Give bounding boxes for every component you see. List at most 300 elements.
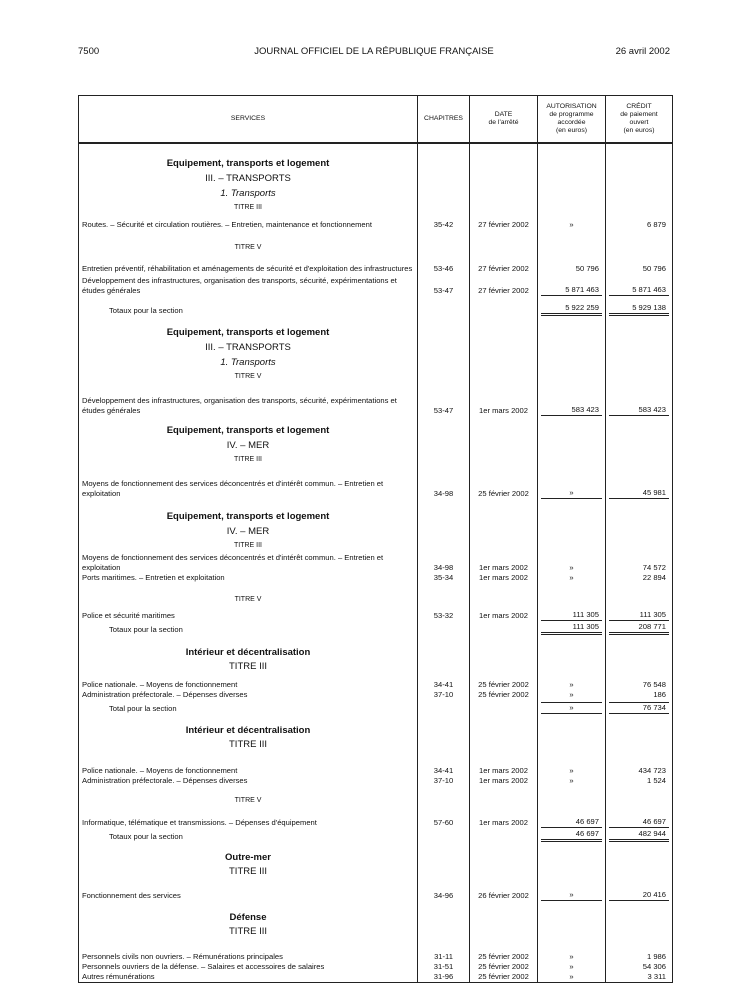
chapitre-cell (418, 184, 470, 199)
credit-value: 76 734 (609, 702, 669, 714)
chapitre-cell (418, 901, 470, 923)
date-cell (470, 416, 538, 436)
credit-value: 46 697 (609, 817, 669, 828)
autorisation-cell (538, 573, 606, 583)
service-item: Police nationale. – Moyens de fonctionnement (79, 750, 418, 776)
autorisation-cell (538, 736, 606, 750)
credit-value: 1 986 (646, 952, 666, 961)
table-row (79, 169, 673, 184)
chapitre-cell (418, 714, 470, 736)
autorisation-cell (538, 776, 606, 786)
autorisation-cell (538, 690, 606, 700)
table-row (79, 573, 673, 583)
chapitre-cell: 53-46 (418, 253, 470, 274)
chapitre-cell (418, 416, 470, 436)
chapitre-cell (418, 143, 470, 169)
section-title: Outre-mer (79, 842, 418, 863)
date-cell: 25 février 2002 (470, 672, 538, 690)
service-item: Personnels civils non ouvriers. – Rémunérations principales (79, 937, 418, 962)
autorisation-cell (538, 962, 606, 972)
credit-value: 583 423 (609, 405, 669, 416)
chapitre-cell (418, 230, 470, 253)
credit-cell (606, 436, 673, 451)
autorisation-value: » (541, 890, 602, 901)
chapitre-cell: 57-60 (418, 806, 470, 828)
date-cell (470, 736, 538, 750)
credit-cell (606, 842, 673, 863)
chapitre-cell (418, 522, 470, 537)
credit-value: 111 305 (609, 610, 669, 621)
subsection-title: TITRE III (79, 923, 418, 937)
autorisation-cell (538, 877, 606, 901)
autorisation-value: 583 423 (541, 405, 602, 416)
autorisation-cell (538, 274, 606, 296)
service-item: Administration préfectorale. – Dépenses diverses (79, 776, 418, 786)
chapter-title: 1. Transports (79, 353, 418, 368)
credit-cell (606, 776, 673, 786)
subsection-title: III. – TRANSPORTS (79, 169, 418, 184)
column-header-services: SERVICES (79, 96, 418, 144)
table-row (79, 274, 673, 296)
autorisation-cell (538, 316, 606, 338)
credit-cell (606, 901, 673, 923)
credit-cell (606, 296, 673, 316)
table-row (79, 143, 673, 169)
table-row (79, 451, 673, 465)
titre-heading: TITRE V (79, 583, 418, 605)
autorisation-value: » (569, 573, 574, 582)
column-header-credit: CRÉDIT de paiement ouvert (en euros) (606, 96, 673, 144)
autorisation-cell (538, 923, 606, 937)
chapitre-cell (418, 296, 470, 316)
credit-cell (606, 184, 673, 199)
credit-cell (606, 522, 673, 537)
autorisation-cell (538, 786, 606, 806)
chapitre-cell (418, 786, 470, 806)
chapitre-cell (418, 316, 470, 338)
table-row (79, 863, 673, 877)
date-cell (470, 786, 538, 806)
autorisation-value: » (569, 563, 574, 572)
page-number: 7500 (78, 46, 100, 57)
date-cell (470, 700, 538, 714)
autorisation-cell (538, 199, 606, 213)
table-row (79, 213, 673, 230)
credit-cell (606, 143, 673, 169)
credit-value: 74 572 (642, 563, 666, 572)
subsection-title: IV. – MER (79, 436, 418, 451)
service-item: Police nationale. – Moyens de fonctionnement (79, 672, 418, 690)
autorisation-cell (538, 672, 606, 690)
date-cell: 1er mars 2002 (470, 573, 538, 583)
chapitre-cell (418, 863, 470, 877)
chapitre-cell (418, 368, 470, 382)
date-cell (470, 338, 538, 353)
credit-cell (606, 736, 673, 750)
section-title: Equipement, transports et logement (79, 316, 418, 338)
credit-cell (606, 672, 673, 690)
table-row (79, 537, 673, 551)
table-row (79, 368, 673, 382)
autorisation-cell (538, 353, 606, 368)
autorisation-value: » (569, 962, 574, 971)
autorisation-value: » (569, 952, 574, 961)
section-title: Equipement, transports et logement (79, 499, 418, 522)
date-cell: 26 février 2002 (470, 877, 538, 901)
date-cell (470, 522, 538, 537)
chapitre-cell (418, 353, 470, 368)
date-cell: 1er mars 2002 (470, 605, 538, 621)
chapitre-cell (418, 451, 470, 465)
credit-cell (606, 937, 673, 962)
date-cell: 27 février 2002 (470, 274, 538, 296)
credit-value: 482 944 (609, 829, 669, 842)
autorisation-cell (538, 499, 606, 522)
table-row (79, 786, 673, 806)
credit-value: 208 771 (609, 622, 669, 635)
subsection-title: TITRE III (79, 736, 418, 750)
chapitre-cell (418, 436, 470, 451)
chapitre-cell (418, 199, 470, 213)
chapitre-cell: 34-41 (418, 750, 470, 776)
autorisation-value: » (569, 766, 574, 775)
credit-cell (606, 169, 673, 184)
titre-heading: TITRE V (79, 786, 418, 806)
table-row (79, 672, 673, 690)
date-cell (470, 537, 538, 551)
table-row (79, 230, 673, 253)
section-title: Equipement, transports et logement (79, 416, 418, 436)
credit-value: 20 416 (609, 890, 669, 901)
chapitre-cell (418, 658, 470, 672)
table-row (79, 806, 673, 828)
table-row (79, 828, 673, 842)
service-item: Moyens de fonctionnement des services déconcentrés et d'intérêt commun. – Entretien et exploitation (79, 551, 418, 573)
date-cell (470, 621, 538, 635)
service-item: Personnels ouvriers de la défense. – Salaires et accessoires de salaires (79, 962, 418, 972)
credit-cell (606, 465, 673, 499)
autorisation-cell (538, 750, 606, 776)
credit-cell (606, 923, 673, 937)
service-item: Développement des infrastructures, organisation des transports, sécurité, expérimentations et études générales (79, 382, 418, 416)
credit-value: 5 871 463 (609, 285, 669, 296)
credit-cell (606, 316, 673, 338)
autorisation-value: 5 871 463 (541, 285, 602, 296)
date-cell (470, 901, 538, 923)
titre-heading: TITRE III (79, 451, 418, 465)
credit-value: 22 894 (642, 573, 666, 582)
chapitre-cell (418, 700, 470, 714)
table-row (79, 199, 673, 213)
table-row (79, 551, 673, 573)
chapter-title: 1. Transports (79, 184, 418, 199)
credit-cell (606, 658, 673, 672)
column-header-date: DATE de l'arrêté (470, 96, 538, 144)
table-row (79, 296, 673, 316)
table-row (79, 901, 673, 923)
service-item: Routes. – Sécurité et circulation routières. – Entretien, maintenance et fonctionnement (79, 213, 418, 230)
autorisation-cell (538, 522, 606, 537)
date-cell: 1er mars 2002 (470, 382, 538, 416)
chapitre-cell (418, 621, 470, 635)
date-cell (470, 828, 538, 842)
service-item: Autres rémunérations (79, 972, 418, 983)
chapitre-cell: 34-98 (418, 551, 470, 573)
credit-cell (606, 573, 673, 583)
table-row (79, 382, 673, 416)
autorisation-cell (538, 537, 606, 551)
autorisation-cell (538, 551, 606, 573)
autorisation-value: » (569, 776, 574, 785)
date-cell (470, 169, 538, 184)
table-row (79, 972, 673, 983)
autorisation-value: 5 922 259 (541, 303, 602, 316)
section-total: Totaux pour la section (79, 296, 418, 316)
service-item: Entretien préventif, réhabilitation et aménagements de sécurité et d'exploitation des infrastructures (79, 253, 418, 274)
service-item: Administration préfectorale. – Dépenses diverses (79, 690, 418, 700)
credit-value: 434 723 (638, 766, 666, 775)
table-row (79, 714, 673, 736)
titre-heading: TITRE V (79, 368, 418, 382)
subsection-title: III. – TRANSPORTS (79, 338, 418, 353)
credit-cell (606, 583, 673, 605)
date-cell: 1er mars 2002 (470, 776, 538, 786)
section-total: Totaux pour la section (79, 828, 418, 842)
table-row (79, 923, 673, 937)
autorisation-value: 50 796 (575, 264, 599, 273)
date-cell: 27 février 2002 (470, 253, 538, 274)
date-cell (470, 199, 538, 213)
table-row (79, 658, 673, 672)
service-item: Police et sécurité maritimes (79, 605, 418, 621)
subsection-title: IV. – MER (79, 522, 418, 537)
credit-cell (606, 213, 673, 230)
autorisation-cell (538, 416, 606, 436)
credit-cell (606, 537, 673, 551)
date-cell (470, 714, 538, 736)
table-row (79, 416, 673, 436)
chapitre-cell: 34-98 (418, 465, 470, 499)
chapitre-cell (418, 736, 470, 750)
date-cell (470, 923, 538, 937)
autorisation-cell (538, 901, 606, 923)
table-row (79, 700, 673, 714)
section-title: Equipement, transports et logement (79, 143, 418, 169)
date-cell (470, 451, 538, 465)
autorisation-cell (538, 368, 606, 382)
credit-cell (606, 714, 673, 736)
autorisation-cell (538, 253, 606, 274)
table-row (79, 184, 673, 199)
section-title: Intérieur et décentralisation (79, 714, 418, 736)
autorisation-cell (538, 230, 606, 253)
credit-cell (606, 621, 673, 635)
chapitre-cell: 53-32 (418, 605, 470, 621)
date-cell (470, 658, 538, 672)
table-row (79, 316, 673, 338)
service-item: Fonctionnement des services (79, 877, 418, 901)
credit-cell (606, 199, 673, 213)
credit-value: 186 (653, 690, 666, 699)
date-cell (470, 499, 538, 522)
credit-value: 3 311 (647, 972, 666, 981)
credit-cell (606, 806, 673, 828)
credit-cell (606, 605, 673, 621)
table-body (79, 143, 673, 983)
date-cell (470, 368, 538, 382)
credit-value: 45 981 (609, 488, 669, 499)
date-cell (470, 184, 538, 199)
section-total: Totaux pour la section (79, 621, 418, 635)
autorisation-value: » (541, 702, 602, 714)
autorisation-cell (538, 806, 606, 828)
table-row (79, 877, 673, 901)
chapitre-cell: 53-47 (418, 274, 470, 296)
credit-cell (606, 382, 673, 416)
chapitre-cell: 37-10 (418, 776, 470, 786)
date-cell: 1er mars 2002 (470, 551, 538, 573)
autorisation-cell (538, 143, 606, 169)
chapitre-cell: 34-96 (418, 877, 470, 901)
table-row (79, 621, 673, 635)
column-header-autorisation: AUTORISATION de programme accordée (en euros) (538, 96, 606, 144)
subsection-title: TITRE III (79, 658, 418, 672)
chapitre-cell: 37-10 (418, 690, 470, 700)
chapitre-cell (418, 583, 470, 605)
table-row (79, 522, 673, 537)
credit-cell (606, 828, 673, 842)
date-cell (470, 353, 538, 368)
autorisation-cell (538, 184, 606, 199)
chapitre-cell (418, 338, 470, 353)
titre-heading: TITRE III (79, 199, 418, 213)
credit-cell (606, 230, 673, 253)
credit-cell (606, 972, 673, 983)
titre-heading: TITRE V (79, 230, 418, 253)
credit-cell (606, 700, 673, 714)
autorisation-cell (538, 338, 606, 353)
autorisation-value: » (541, 488, 602, 499)
credit-value: 76 548 (642, 680, 666, 689)
credit-cell (606, 962, 673, 972)
autorisation-cell (538, 700, 606, 714)
date-cell (470, 316, 538, 338)
date-cell (470, 635, 538, 658)
date-cell (470, 842, 538, 863)
service-item: Ports maritimes. – Entretien et exploitation (79, 573, 418, 583)
date-cell: 27 février 2002 (470, 213, 538, 230)
date-cell: 25 février 2002 (470, 690, 538, 700)
date-cell (470, 583, 538, 605)
chapitre-cell (418, 169, 470, 184)
credit-cell (606, 786, 673, 806)
date-cell (470, 296, 538, 316)
section-title: Intérieur et décentralisation (79, 635, 418, 658)
date-cell: 25 février 2002 (470, 972, 538, 983)
table-row (79, 353, 673, 368)
credit-cell (606, 499, 673, 522)
chapitre-cell: 53-47 (418, 382, 470, 416)
journal-title: JOURNAL OFFICIEL DE LA RÉPUBLIQUE FRANÇAISE (254, 46, 494, 57)
autorisation-cell (538, 169, 606, 184)
credit-cell (606, 863, 673, 877)
publication-date: 26 avril 2002 (615, 46, 670, 57)
credit-cell (606, 635, 673, 658)
autorisation-cell (538, 296, 606, 316)
table-row (79, 937, 673, 962)
date-cell: 25 février 2002 (470, 962, 538, 972)
subsection-title: TITRE III (79, 863, 418, 877)
credit-cell (606, 451, 673, 465)
service-item: Moyens de fonctionnement des services déconcentrés et d'intérêt commun. – Entretien et exploitation (79, 465, 418, 499)
chapitre-cell (418, 537, 470, 551)
table-row (79, 605, 673, 621)
table-row (79, 436, 673, 451)
credit-cell (606, 416, 673, 436)
autorisation-cell (538, 465, 606, 499)
table-row (79, 338, 673, 353)
chapitre-cell: 35-34 (418, 573, 470, 583)
credit-value: 54 306 (642, 962, 666, 971)
table-row (79, 253, 673, 274)
autorisation-cell (538, 436, 606, 451)
date-cell: 25 février 2002 (470, 937, 538, 962)
chapitre-cell (418, 635, 470, 658)
credit-value: 6 879 (646, 220, 666, 229)
table-row (79, 842, 673, 863)
table-row (79, 690, 673, 700)
chapitre-cell: 31-96 (418, 972, 470, 983)
credit-value: 1 524 (646, 776, 666, 785)
autorisation-cell (538, 863, 606, 877)
section-total: Total pour la section (79, 700, 418, 714)
table-row (79, 583, 673, 605)
credit-cell (606, 690, 673, 700)
date-cell (470, 143, 538, 169)
table-header-row (79, 96, 673, 144)
date-cell: 1er mars 2002 (470, 750, 538, 776)
autorisation-cell (538, 842, 606, 863)
credit-cell (606, 551, 673, 573)
credit-value: 50 796 (642, 264, 666, 273)
date-cell (470, 230, 538, 253)
autorisation-cell (538, 658, 606, 672)
chapitre-cell: 31-11 (418, 937, 470, 962)
chapitre-cell (418, 499, 470, 522)
table-row (79, 750, 673, 776)
autorisation-cell (538, 213, 606, 230)
credit-cell (606, 368, 673, 382)
autorisation-value: 111 305 (541, 610, 602, 621)
autorisation-cell (538, 635, 606, 658)
table-row (79, 736, 673, 750)
autorisation-value: 46 697 (541, 829, 602, 842)
table-row (79, 499, 673, 522)
credit-value: 5 929 138 (609, 303, 669, 316)
autorisation-cell (538, 714, 606, 736)
autorisation-value: 46 697 (541, 817, 602, 828)
chapitre-cell: 31-51 (418, 962, 470, 972)
date-cell (470, 863, 538, 877)
autorisation-cell (538, 583, 606, 605)
credit-cell (606, 253, 673, 274)
table-row (79, 465, 673, 499)
credit-cell (606, 353, 673, 368)
chapitre-cell: 34-41 (418, 672, 470, 690)
autorisation-value: » (569, 972, 574, 981)
credit-cell (606, 274, 673, 296)
autorisation-cell (538, 451, 606, 465)
